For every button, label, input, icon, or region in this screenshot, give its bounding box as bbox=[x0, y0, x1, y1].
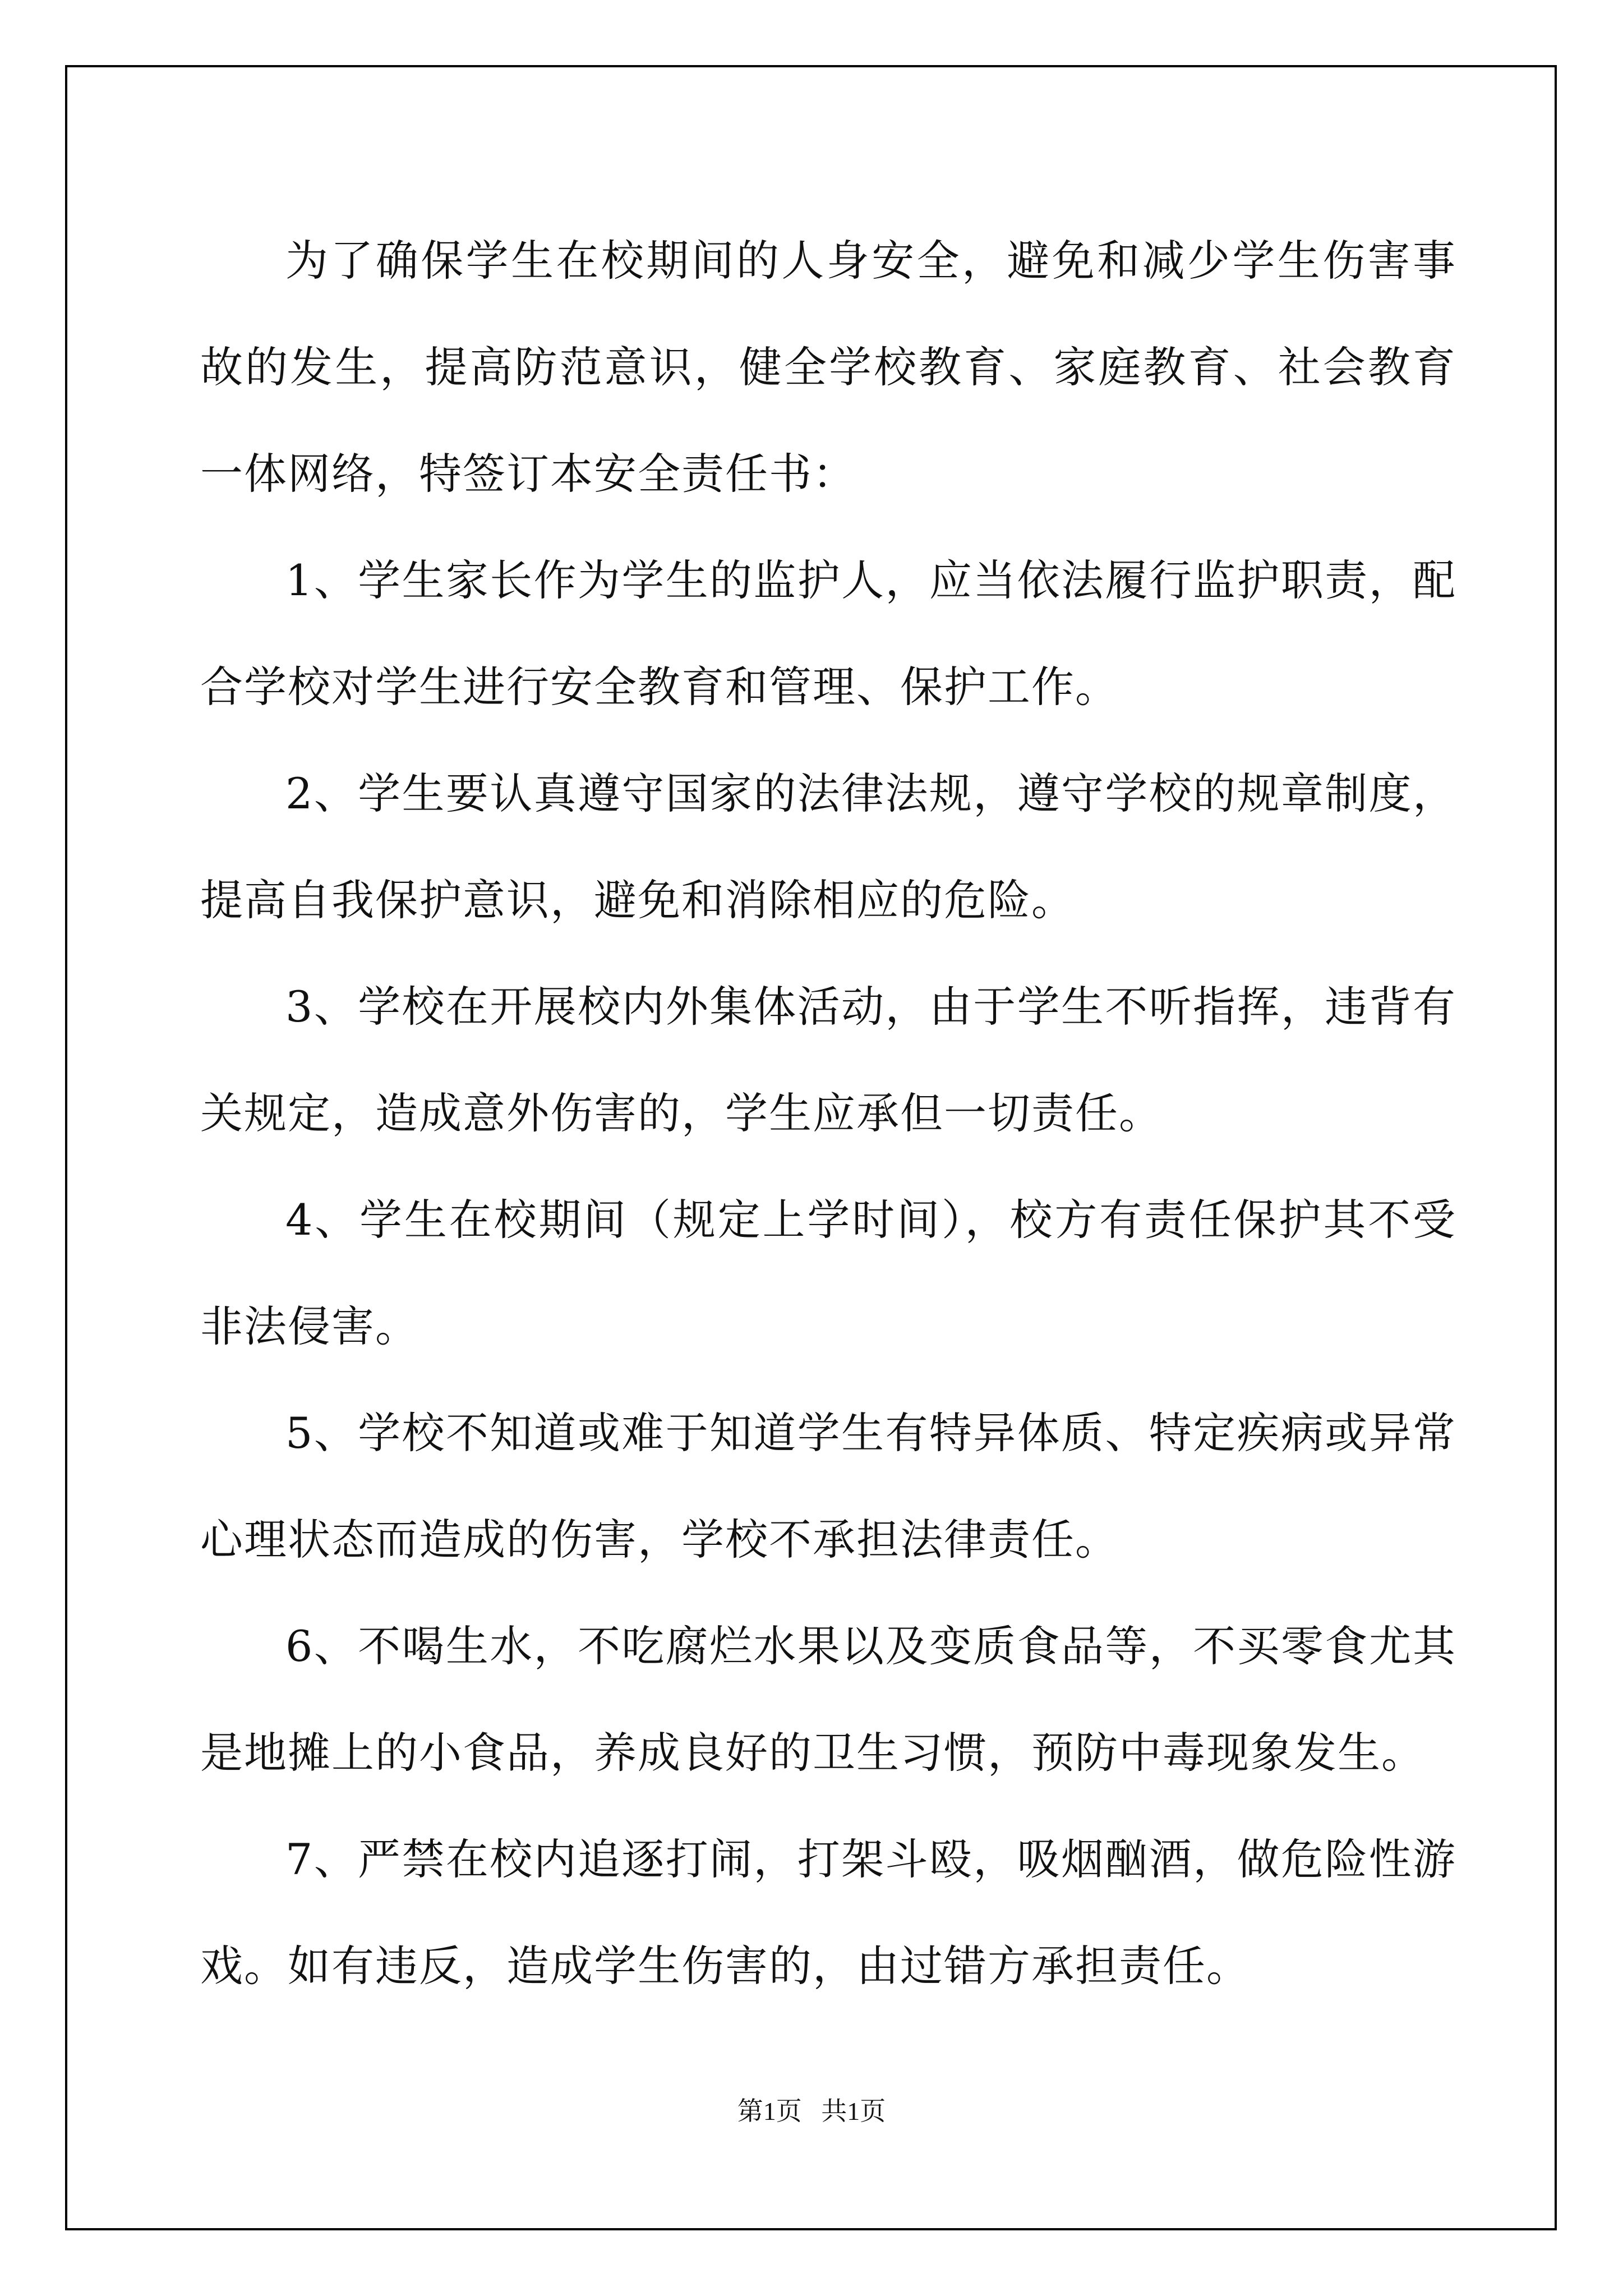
paragraph-item-2: 2、学生要认真遵守国家的法律法规，遵守学校的规章制度，提高自我保护意识，避免和消除相应的危险。 bbox=[200, 769, 1456, 925]
page-number-footer: 第1页 共1页 bbox=[737, 2097, 886, 2125]
paragraph-item-3: 3、学校在开展校内外集体活动，由于学生不听指挥，违背有关规定，造成意外伤害的，学生应承但一切责任。 bbox=[200, 982, 1456, 1138]
paragraph-item-6: 6、不喝生水，不吃腐烂水果以及变质食品等，不买零食尤其是地摊上的小食品，养成良好的卫生习惯，预防中毒现象发生。 bbox=[200, 1621, 1456, 1778]
paragraph-item-4: 4、学生在校期间（规定上学时间），校方有责任保护其不受非法侵害。 bbox=[200, 1195, 1456, 1351]
document-body bbox=[200, 208, 1456, 2019]
paragraph-item-5: 5、学校不知道或难于知道学生有特异体质、特定疾病或异常心理状态而造成的伤害，学校不承担法律责任。 bbox=[200, 1408, 1456, 1565]
paragraph-intro: 为了确保学生在校期间的人身安全，避免和减少学生伤害事故的发生，提高防范意识，健全学校教育、家庭教育、社会教育一体网络，特签订本安全责任书： bbox=[200, 236, 1456, 499]
paragraph-item-1: 1、学生家长作为学生的监护人，应当依法履行监护职责，配合学校对学生进行安全教育和管理、保护工作。 bbox=[200, 555, 1456, 712]
paragraph-item-7: 7、严禁在校内追逐打闹，打架斗殴，吸烟酗酒，做危险性游戏。如有违反，造成学生伤害的，由过错方承担责任。 bbox=[200, 1834, 1456, 1991]
